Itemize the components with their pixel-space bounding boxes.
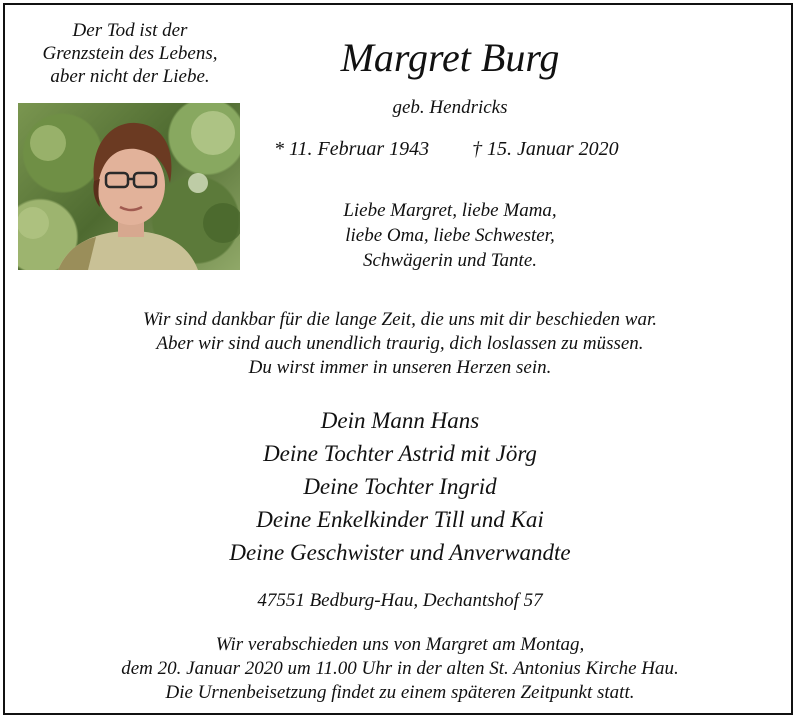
mourner-line: Deine Tochter Astrid mit Jörg xyxy=(263,441,537,466)
mourner-line: Deine Geschwister und Anverwandte xyxy=(229,540,571,565)
birth-date: * 11. Februar 1943 xyxy=(274,138,430,160)
message-line: Aber wir sind auch unendlich traurig, dich loslassen zu müssen. xyxy=(156,333,644,354)
message-line: Du wirst immer in unseren Herzen sein. xyxy=(248,357,552,378)
death-date: † 15. Januar 2020 xyxy=(472,138,619,160)
mourner-line: Dein Mann Hans xyxy=(320,408,480,433)
funeral-line: Wir verabschieden uns von Margret am Montag, xyxy=(215,634,585,655)
memorial-quote xyxy=(20,19,240,88)
message-paragraph xyxy=(20,308,780,380)
message-line: Wir sind dankbar für die lange Zeit, die uns mit dir beschieden war. xyxy=(142,309,658,330)
funeral-line: dem 20. Januar 2020 um 11.00 Uhr in der alten St. Antonius Kirche Hau. xyxy=(121,658,679,679)
funeral-details xyxy=(20,633,780,705)
mourner-line: Deine Tochter Ingrid xyxy=(303,474,497,499)
quote-line: Der Tod ist der xyxy=(72,20,188,41)
birth-name: geb. Hendricks xyxy=(392,97,508,118)
quote-line: Grenzstein des Lebens, xyxy=(42,43,218,64)
funeral-line: Die Urnenbeisetzung findet zu einem späteren Zeitpunkt statt. xyxy=(165,682,635,703)
salutation-line: liebe Oma, liebe Schwester, xyxy=(345,225,555,246)
salutation-line: Liebe Margret, liebe Mama, xyxy=(343,200,557,221)
family-address: 47551 Bedburg-Hau, Dechantshof 57 xyxy=(257,590,543,611)
quote-line: aber nicht der Liebe. xyxy=(50,66,210,87)
salutation xyxy=(250,198,650,273)
portrait-illustration xyxy=(18,103,240,270)
portrait-photo xyxy=(18,103,240,270)
mourner-line: Deine Enkelkinder Till und Kai xyxy=(256,507,544,532)
salutation-line: Schwägerin und Tante. xyxy=(363,250,537,271)
mourners-list xyxy=(100,404,700,569)
deceased-name: Margret Burg xyxy=(340,35,560,80)
